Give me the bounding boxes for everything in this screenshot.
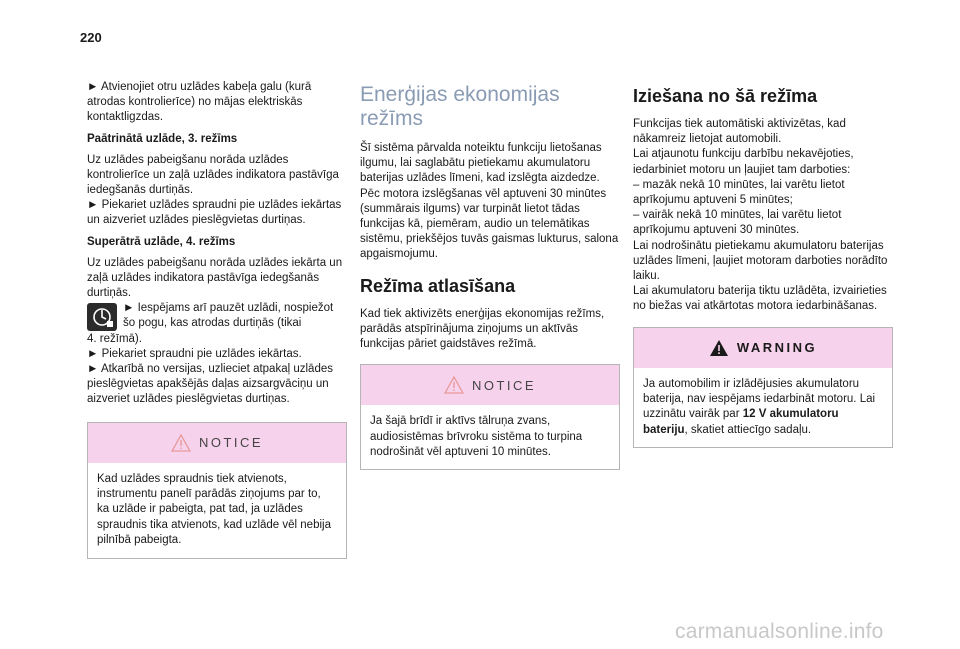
heading-mode3: Paātrinātā uzlāde, 3. režīms: [87, 132, 238, 145]
warning-triangle-icon: [709, 339, 729, 357]
col3-paragraph-1: Funkcijas tiek automātiski aktivizētas, kad nākamreiz lietojat automobili.: [633, 118, 846, 146]
notice-box-2-title: NOTICE: [471, 377, 537, 393]
notice-box-2-text: Ja šajā brīdī ir aktīvs tālruņa zvans, audiosistēmas brīvroku sistēma to turpina nodrošināt vēl aptuveni 10 minūtes.: [370, 415, 583, 459]
notice-triangle-icon: [444, 376, 464, 394]
warning-text-bold: 12 V akumulatoru bateriju: [643, 408, 839, 436]
watermark: carmanualsonline.info: [675, 620, 884, 643]
warning-text-b: , skatiet attiecīgo sadaļu.: [684, 423, 812, 436]
col1-paragraph-2: Uz uzlādes pabeigšanu norāda uzlādes kontrolierīce un zaļā uzlādes indikatora pastāvīga iedegšanās durtiņās.: [87, 153, 339, 197]
notice-box-1-text: Kad uzlādes spraudnis tiek atvienots, instrumentu panelī parādās ziņojums par to, ka uzlāde ir pabeigta, pat tad, ja uzlādes spraudnis tika atvienots, kad uzlāde vēl nebija pilnībā pabeigta.: [97, 472, 331, 547]
heading-mode4: Superātrā uzlāde, 4. režīms: [87, 235, 236, 248]
col3-paragraph-5: Lai nodrošinātu pietiekamu akumulatoru baterijas uzlādes līmeni, ļaujiet motoram darboties norādīto laiku.: [633, 239, 888, 283]
heading-energy-economy: Enerģijas ekonomijas režīms: [360, 83, 560, 130]
notice-box-2: [360, 364, 620, 470]
col2-paragraph-1: Šī sistēma pārvalda noteiktu funkciju lietošanas ilgumu, lai saglabātu pietiekamu akumulatoru baterijas uzlādes līmeni, kad izslēgta aizdedze. Pēc motora izslēgšanas vēl aptuveni 30 minūtes (summārais ilgums) var turpināt lietot tādas funkcijas kā, piemēram, audio un telemātikas sistēmu, priekšējos tuvās gaismas lukturus, salona apgaismojumu.: [360, 142, 619, 261]
warning-box-text: [634, 368, 892, 448]
col1-paragraph-7: ► Atkarībā no versijas, uzlieciet atpakaļ uzlādes pieslēgvietas apakšējās daļas aizsargvāciņu un aizveriet uzlādes pieslēgvietas durtiņas.: [87, 363, 333, 406]
col1-paragraph-5-rest: 4. režīmā).: [87, 332, 142, 345]
col3-paragraph-2: Lai atjaunotu funkciju darbību nekavējoties, iedarbiniet motoru un ļaujiet tam darboties:: [633, 148, 854, 176]
col1-paragraph-1: ► Atvienojiet otru uzlādes kabeļa galu (kurā atrodas kontrolierīce) no mājas elektriskās kontaktligzdas.: [87, 81, 312, 124]
charge-pause-button-icon: [87, 303, 117, 331]
warning-box: [633, 327, 893, 449]
column-3: [633, 80, 893, 448]
col3-paragraph-3: – mazāk nekā 10 minūtes, lai varētu lietot aprīkojumu aptuveni 5 minūtes;: [633, 178, 845, 207]
col3-paragraph-6: Lai akumulatoru baterija tiktu uzlādēta, izvairieties no biežas vai atkārtotas motora iedarbināšanas.: [633, 285, 887, 313]
warning-box-header: [634, 328, 892, 368]
notice-triangle-icon: [171, 434, 191, 452]
col1-paragraph-3: ► Piekariet uzlādes spraudni pie uzlādes iekārtas un aizveriet uzlādes pieslēgvietas durtiņas.: [87, 199, 342, 227]
page-number: 220: [80, 30, 102, 45]
notice-box-1: [87, 422, 347, 559]
warning-text-a: Ja automobilim ir izlādējusies akumulatoru baterija, nav iespējams iedarbināt motoru. Lai uzzinātu vairāk par: [643, 377, 876, 421]
heading-exit-mode: Iziešana no šā režīma: [633, 86, 818, 106]
col1-paragraph-5: ► Iespējams arī pauzēt uzlādi, nospiežot šo pogu, kas atrodas durtiņās (tikai: [123, 302, 334, 330]
col2-paragraph-2: Kad tiek aktivizēts enerģijas ekonomijas režīms, parādās atspīrinājuma ziņojums un aktīvās funkcijas pāriet gaidstāves režīmā.: [360, 307, 605, 351]
warning-box-title: WARNING: [736, 340, 818, 356]
notice-box-1-header: [88, 423, 346, 463]
col1-paragraph-6: ► Piekariet spraudni pie uzlādes iekārtas.: [87, 347, 302, 360]
col1-paragraph-4: Uz uzlādes pabeigšanu norāda uzlādes iekārta un zaļā uzlādes indikatora pastāvīga iedegšanās durtiņās.: [87, 256, 343, 300]
heading-mode-selection: Režīma atlasīšana: [360, 275, 516, 296]
notice-box-1-title: NOTICE: [198, 435, 264, 451]
column-1: [87, 80, 347, 559]
pause-instruction: [87, 301, 347, 331]
notice-box-2-header: [361, 365, 619, 405]
col3-paragraph-4: – vairāk nekā 10 minūtes, lai varētu lietot aprīkojumu aptuveni 30 minūtes.: [633, 209, 842, 237]
column-2: [360, 80, 620, 470]
